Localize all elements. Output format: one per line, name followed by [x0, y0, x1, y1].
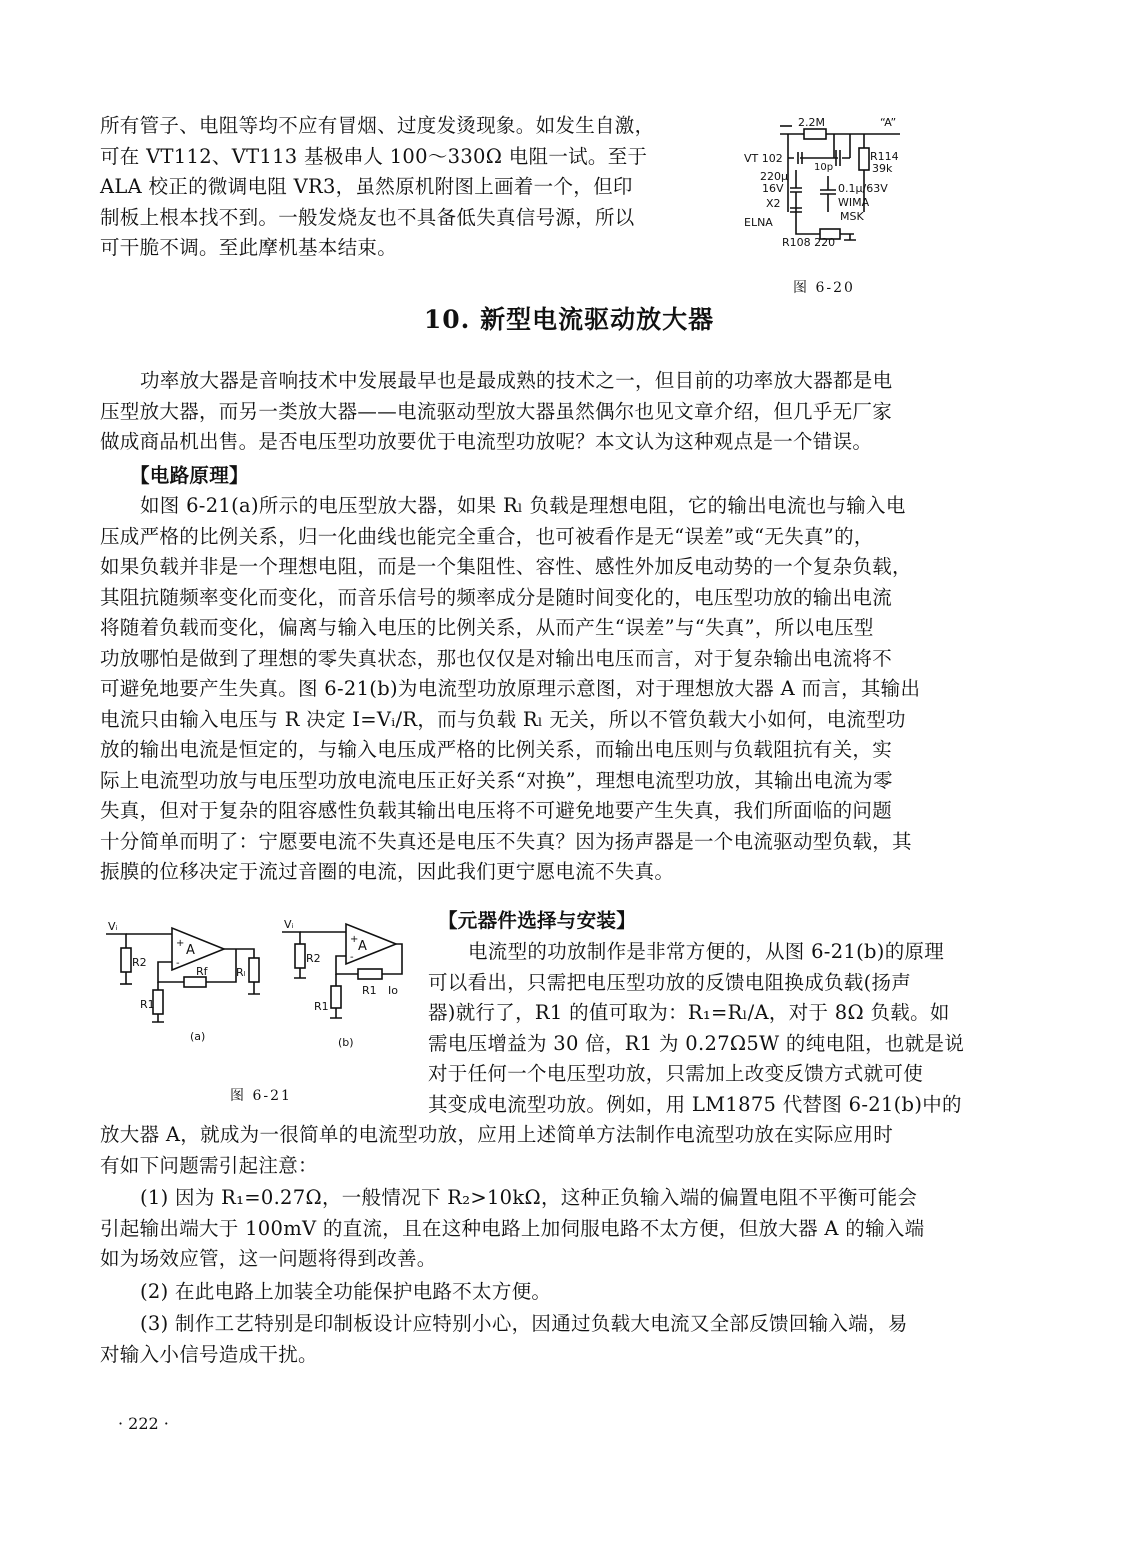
label-plus-a: + — [176, 938, 185, 949]
label-amp-a: A — [186, 943, 195, 958]
text-line: 可在 VT112、VT113 基极串人 100～330Ω 电阻一试。至于 — [100, 144, 648, 168]
text-line: (3) 制作工艺特别是印制板设计应特别小心，因通过负载大电流又全部反馈回输入端，易 — [140, 1312, 908, 1335]
text-line: 其阻抗随频率变化而变化，而音乐信号的频率成分是随时间变化的，电压型功放的输出电流 — [100, 585, 893, 609]
label-39k: 39k — [872, 162, 893, 175]
label-x2: X2 — [766, 197, 781, 210]
label-vi-b: Vᵢ — [284, 918, 294, 931]
text-line: 如图 6-21(a)所示的电压型放大器，如果 Rₗ 负载是理想电阻，它的输出电流也与输入电 — [140, 494, 906, 517]
page-number: · 222 · — [118, 1414, 169, 1433]
label-amp-b: A — [358, 939, 367, 954]
paragraph-1 — [100, 366, 892, 458]
text-line: 振膜的位移决定于流过音圈的电流，因此我们更宁愿电流不失真。 — [100, 860, 675, 883]
text-line: 如果负载并非是一个理想电阻，而是一个集阻性、容性、感性外加反电动势的一个复杂负载， — [100, 555, 912, 578]
label-minus-b: - — [350, 952, 354, 963]
text-line: 所有管子、电阻等均不应有冒烟、过度发烫现象。如发生自激， — [100, 114, 655, 137]
text-line: 如为场效应管，这一问题将得到改善。 — [100, 1247, 437, 1270]
text-line: 需电压增益为 30 倍，R1 为 0.27Ω5W 的纯电阻，也就是说 — [428, 1031, 965, 1055]
paragraph-3-full — [100, 1120, 893, 1181]
label-sub-a: (a) — [190, 1030, 206, 1043]
label-r1-a: R1 — [140, 998, 155, 1011]
label-220u: 220μ — [760, 170, 788, 183]
text-line: 对输入小信号造成干扰。 — [100, 1342, 318, 1366]
text-line: 其变成电流型功放。例如，用 LM1875 代替图 6-21(b)中的 — [428, 1092, 962, 1116]
section-heading-component-selection: 【元器件选择与安装】 — [438, 909, 637, 932]
text-line: 将随着负载而变化，偏离与输入电压的比例关系，从而产生“误差”与“失真”，所以电压型 — [100, 616, 874, 639]
label-10p: 10p — [814, 162, 834, 173]
text-line: 引起输出端大于 100mV 的直流，且在这种电路上加伺服电路不太方便，但放大器 A 的输入端 — [100, 1216, 925, 1240]
text-line: 有如下问题需引起注意： — [100, 1153, 318, 1177]
label-rf-a: Rf — [196, 965, 208, 978]
text-line: (1) 因为 R₁=0.27Ω，一般情况下 R₂>10kΩ，这种正负输入端的偏置电阻不平衡可能会 — [140, 1186, 918, 1209]
label-r2-b: R2 — [306, 952, 321, 965]
text-line: 可干脆不调。至此摩机基本结束。 — [100, 236, 398, 259]
label-plus-b: + — [350, 934, 359, 945]
label-vt102: VT 102 — [744, 152, 783, 165]
list-item-2 — [100, 1277, 551, 1308]
text-line: 十分简单而明了：宁愿要电流不失真还是电压不失真？因为扬声器是一个电流驱动型负载，其 — [100, 829, 912, 853]
label-16v: 16V — [762, 182, 784, 195]
text-line: 做成商品机出售。是否电压型功放要优于电流型功放呢？本文认为这种观点是一个错误。 — [100, 430, 873, 453]
label-minus-a: - — [176, 958, 180, 969]
label-sub-b: (b) — [338, 1036, 354, 1049]
label-rl-a: Rₗ — [236, 966, 246, 979]
text-line: 电流型的功放制作是非常方便的，从图 6-21(b)的原理 — [468, 940, 945, 963]
figure-6-20-caption: 图 6-20 — [793, 280, 855, 296]
label-0-1u-63v: 0.1μ/63V — [838, 182, 888, 195]
label-vi-a: Vᵢ — [108, 920, 118, 933]
label-io-b: Io — [388, 984, 398, 997]
label-r2-a: R2 — [132, 956, 147, 969]
list-item-1 — [100, 1183, 924, 1275]
label-r1-b: R1 — [314, 1000, 329, 1013]
text-line: ALA 校正的微调电阻 VR3，虽然原机附图上画着一个，但印 — [100, 175, 633, 198]
text-line: 可以看出，只需把电压型功放的反馈电阻换成负载(扬声 — [428, 970, 912, 994]
list-item-3 — [100, 1309, 908, 1370]
label-wima: WIMA — [838, 196, 870, 209]
figure-6-21-circuits — [100, 912, 420, 1052]
text-line: 放的输出电流是恒定的，与输入电压成严格的比例关系，而输出电压则与负载阻抗有关，实 — [100, 738, 893, 761]
text-line: 功率放大器是音响技术中发展最早也是最成熟的技术之一，但目前的功率放大器都是电 — [140, 369, 893, 392]
label-msk: MSK — [840, 210, 864, 223]
text-line: 放大器 A，就成为一很简单的电流型功放，应用上述简单方法制作电流型功放在实际应用时 — [100, 1123, 894, 1146]
label-a: “A” — [880, 116, 897, 129]
text-line: (2) 在此电路上加装全功能保护电路不太方便。 — [140, 1280, 552, 1303]
label-elna: ELNA — [744, 216, 773, 229]
text-line: 际上电流型功放与电压型功放电流电压正好关系“对换”，理想电流型功放，其输出电流为零 — [100, 768, 893, 792]
figure-6-20-circuit — [740, 112, 920, 250]
text-line: 器)就行了，R1 的值可取为：R₁=Rₗ/A，对于 8Ω 负载。如 — [428, 1001, 950, 1024]
section-heading-circuit-principle: 【电路原理】 — [130, 464, 249, 487]
paragraph-2 — [100, 491, 920, 888]
article-title: 10. 新型电流驱动放大器 — [423, 305, 715, 334]
text-line: 制板上根本找不到。一般发烧友也不具备低失真信号源，所以 — [100, 205, 635, 229]
label-r108-220: R108 220 — [782, 236, 836, 249]
label-r114: R114 — [870, 150, 899, 163]
intro-paragraph — [100, 111, 654, 264]
label-2-2m: 2.2M — [798, 116, 825, 129]
label-r1-b-top: R1 — [362, 984, 377, 997]
text-line: 压成严格的比例关系，归一化曲线也能完全重合，也可被看作是无“误差”或“无失真”的， — [100, 524, 874, 548]
text-line: 对于任何一个电压型功放，只需加上改变反馈方式就可使 — [428, 1062, 924, 1085]
figure-6-21-caption: 图 6-21 — [230, 1088, 292, 1104]
circuit-b — [282, 924, 402, 1018]
text-line: 可避免地要产生失真。图 6-21(b)为电流型功放原理示意图，对于理想放大器 A 而言，其输出 — [100, 677, 921, 700]
text-line: 失真，但对于复杂的阻容感性负载其输出电压将不可避免地要产生失真，我们所面临的问题 — [100, 799, 893, 822]
paragraph-3-side — [428, 937, 964, 1120]
text-line: 压型放大器，而另一类放大器——电流驱动型放大器虽然偶尔也见文章介绍，但几乎无厂家 — [100, 399, 893, 423]
text-line: 电流只由输入电压与 R 决定 I=Vᵢ/R，而与负载 Rₗ 无关，所以不管负载大小如何，电流型功 — [100, 707, 906, 731]
text-line: 功放哪怕是做到了理想的零失真状态，那也仅仅是对输出电压而言，对于复杂输出电流将不 — [100, 646, 893, 670]
